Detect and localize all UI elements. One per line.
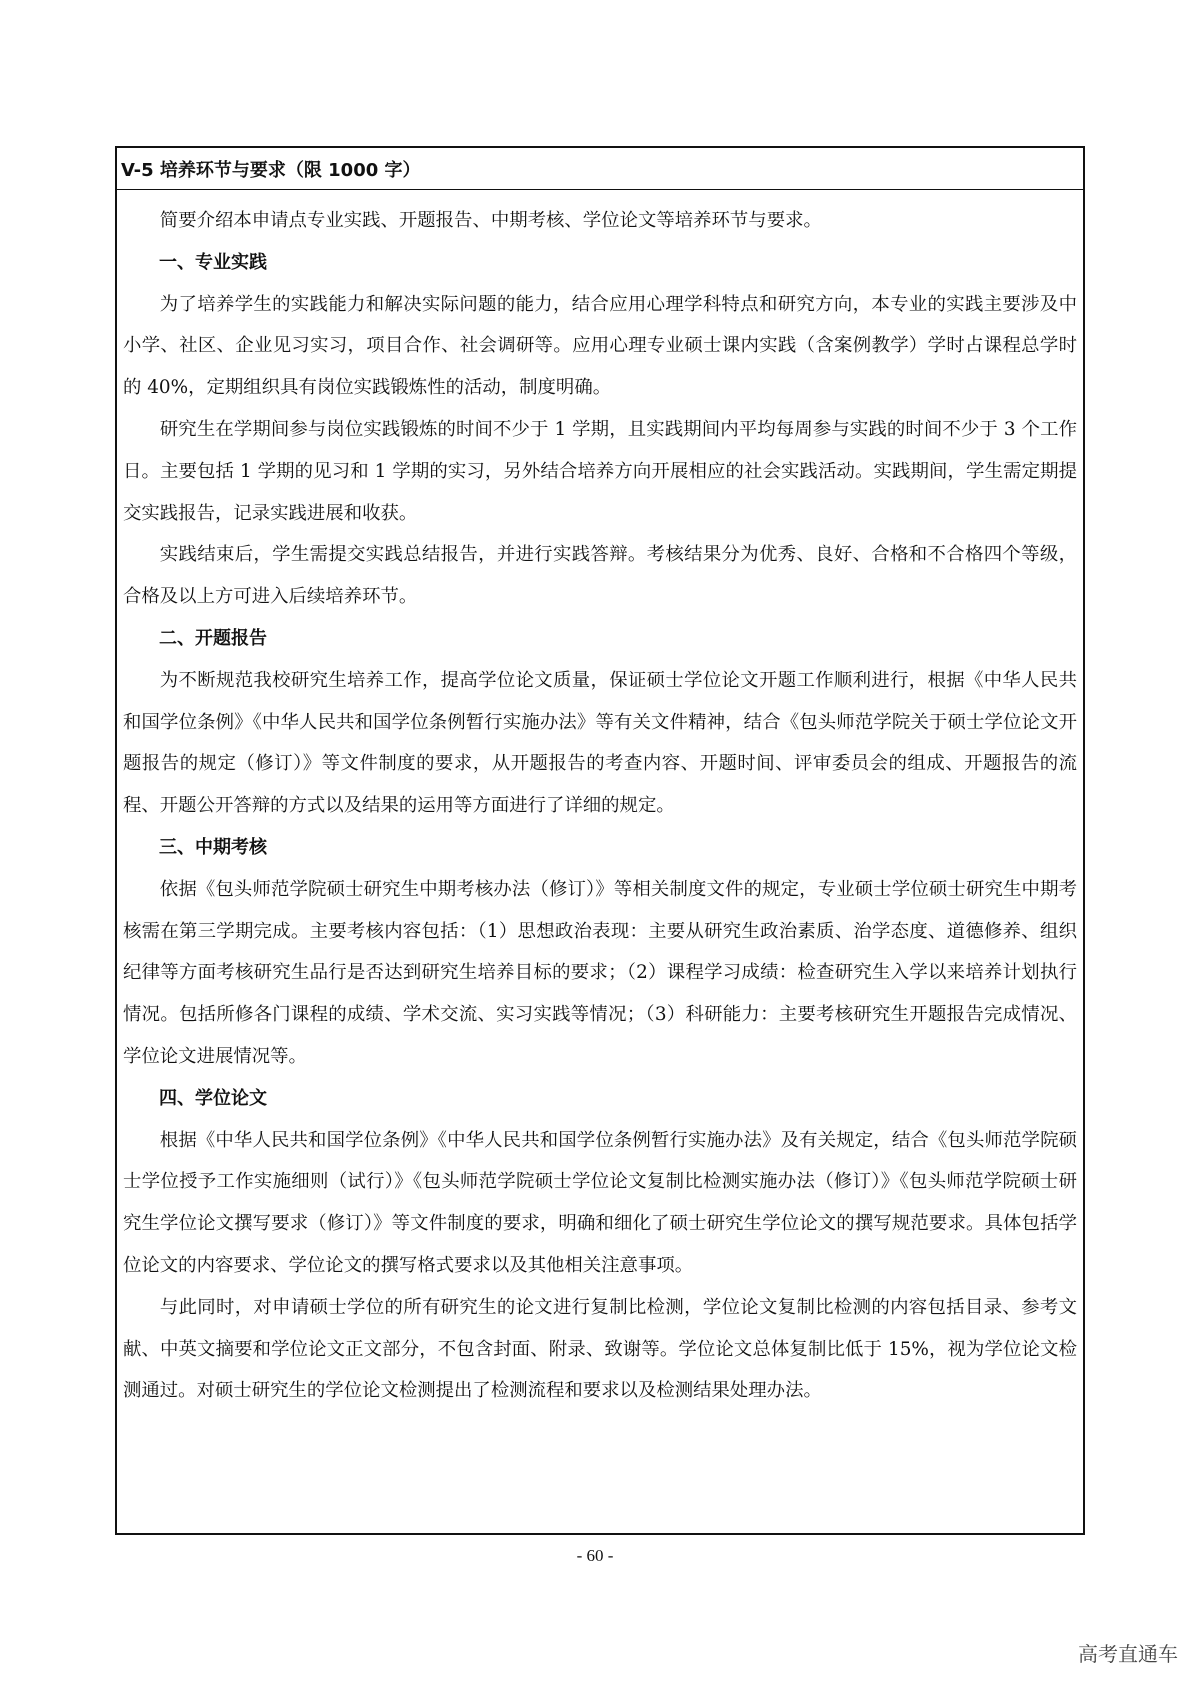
heading-midterm: 三、中期考核 bbox=[159, 836, 267, 858]
paragraph: 为不断规范我校研究生培养工作，提高学位论文质量，保证硕士学位论文开题工作顺利进行，根据《中华人民共和国学位条例》《中华人民共和国学位条例暂行实施办法》等有关文件精神，结合《包头师范学院关于硕士学位论文开题报告的规定（修订）》等文件制度的要求，从开题报告的考查内容、开题时间、评审委员会的组成、开题报告的流程、开题公开答辩的方式以及结果的运用等方面进行了详细的规定。 bbox=[123, 669, 1077, 817]
section-body bbox=[117, 190, 1083, 1412]
intro-paragraph: 简要介绍本申请点专业实践、开题报告、中期考核、学位论文等培养环节与要求。 bbox=[159, 210, 822, 231]
paragraph: 根据《中华人民共和国学位条例》《中华人民共和国学位条例暂行实施办法》及有关规定，结合《包头师范学院硕士学位授予工作实施细则（试行）》《包头师范学院硕士学位论文复制比检测实施办法（修订）》《包头师范学院硕士研究生学位论文撰写要求（修订）》等文件制度的要求，明确和细化了硕士研究生学位论文的撰写规范要求。具体包括学位论文的内容要求、学位论文的撰写格式要求以及其他相关注意事项。 bbox=[123, 1129, 1077, 1276]
page-number: - 60 - bbox=[576, 1546, 614, 1565]
watermark: 高考直通车 bbox=[1078, 1642, 1178, 1666]
heading-thesis: 四、学位论文 bbox=[159, 1087, 267, 1109]
paragraph: 研究生在学期间参与岗位实践锻炼的时间不少于 1 学期，且实践期间内平均每周参与实践的时间不少于 3 个工作日。主要包括 1 学期的见习和 1 学期的实习，另外结合培养方向开展相应的社会实践活动。实践期间，学生需定期提交实践报告，记录实践进展和收获。 bbox=[123, 418, 1077, 524]
paragraph: 实践结束后，学生需提交实践总结报告，并进行实践答辩。考核结果分为优秀、良好、合格和不合格四个等级，合格及以上方可进入后续培养环节。 bbox=[123, 544, 1077, 608]
paragraph: 为了培养学生的实践能力和解决实际问题的能力，结合应用心理学科特点和研究方向，本专业的实践主要涉及中小学、社区、企业见习实习，项目合作、社会调研等。应用心理专业硕士课内实践（含案例教学）学时占课程总学时的 40%，定期组织具有岗位实践锻炼性的活动，制度明确。 bbox=[123, 293, 1077, 399]
form-table bbox=[115, 146, 1085, 1535]
paragraph: 依据《包头师范学院硕士研究生中期考核办法（修订）》等相关制度文件的规定，专业硕士学位硕士研究生中期考核需在第三学期完成。主要考核内容包括：（1）思想政治表现：主要从研究生政治素质、治学态度、道德修养、组织纪律等方面考核研究生品行是否达到研究生培养目标的要求；（2）课程学习成绩：检查研究生入学以来培养计划执行情况。包括所修各门课程的成绩、学术交流、实习实践等情况；（3）科研能力：主要考核研究生开题报告完成情况、学位论文进展情况等。 bbox=[123, 878, 1077, 1067]
heading-proposal: 二、开题报告 bbox=[159, 627, 267, 649]
heading-practice: 一、专业实践 bbox=[159, 251, 267, 273]
paragraph: 与此同时，对申请硕士学位的所有研究生的论文进行复制比检测，学位论文复制比检测的内容包括目录、参考文献、中英文摘要和学位论文正文部分，不包含封面、附录、致谢等。学位论文总体复制比低于 15%，视为学位论文检测通过。对硕士研究生的学位论文检测提出了检测流程和要求以及检测结果处理办法。 bbox=[123, 1296, 1077, 1402]
section-title: V-5 培养环节与要求（限 1000 字） bbox=[117, 148, 1083, 190]
